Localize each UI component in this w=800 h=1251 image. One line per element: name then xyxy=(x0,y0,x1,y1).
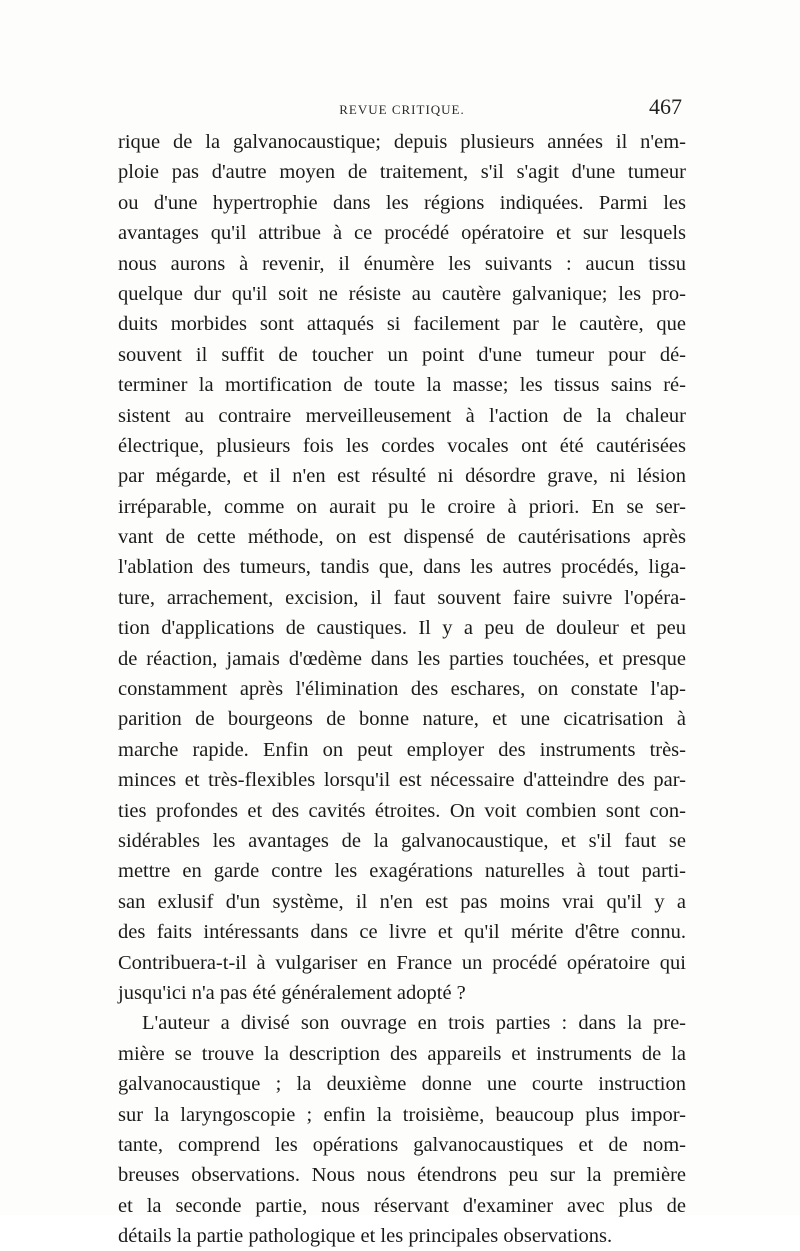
text-line: terminer la mortification de toute la masse; les tissus sains ré- xyxy=(118,374,686,397)
page-number: 467 xyxy=(649,94,682,119)
text-line: breuses observations. Nous nous étendrons peu sur la première xyxy=(118,1164,686,1187)
running-title: REVUE CRITIQUE. xyxy=(339,102,465,117)
text-line: marche rapide. Enfin on peut employer des instruments très- xyxy=(118,738,686,761)
text-line: irréparable, comme on aurait pu le croire à priori. En se ser- xyxy=(118,495,686,518)
text-line: tante, comprend les opérations galvanocaustiques et de nom- xyxy=(118,1133,686,1156)
text-line: ou d'une hypertrophie dans les régions indiquées. Parmi les xyxy=(118,191,686,214)
text-line: électrique, plusieurs fois les cordes vocales ont été cautérisées xyxy=(118,434,686,457)
text-line: minces et très-flexibles lorsqu'il est nécessaire d'atteindre des par- xyxy=(118,769,686,792)
text-line: vant de cette méthode, on est dispensé de cautérisations après xyxy=(118,526,686,549)
text-line: duits morbides sont attaqués si facilement par le cautère, que xyxy=(118,313,686,336)
text-line: l'ablation des tumeurs, tandis que, dans les autres procédés, liga- xyxy=(118,556,686,579)
running-head xyxy=(118,92,686,120)
text-line: des faits intéressants dans ce livre et qu'il mérite d'être connu. xyxy=(118,921,686,944)
text-line: nous aurons à revenir, il énumère les suivants : aucun tissu xyxy=(118,252,686,275)
text-line: jusqu'ici n'a pas été généralement adopté ? xyxy=(118,981,466,1004)
text-line: mière se trouve la description des appareils et instruments de la xyxy=(118,1042,686,1065)
text-line: tion d'applications de caustiques. Il y a peu de douleur et peu xyxy=(118,617,686,640)
text-line: parition de bourgeons de bonne nature, et une cicatrisation à xyxy=(118,708,686,731)
text-line: rique de la galvanocaustique; depuis plusieurs années il n'em- xyxy=(118,131,686,153)
text-line: sidérables les avantages de la galvanocaustique, et s'il faut se xyxy=(118,829,686,852)
text-line: ties profondes et des cavités étroites. On voit combien sont con- xyxy=(118,799,686,822)
text-line: ploie pas d'autre moyen de traitement, s'il s'agit d'une tumeur xyxy=(118,161,686,184)
text-line: de réaction, jamais d'œdème dans les parties touchées, et presque xyxy=(118,647,686,670)
text-line: et la seconde partie, nous réservant d'examiner avec plus de xyxy=(118,1194,686,1217)
text-line: avantages qu'il attribue à ce procédé opératoire et sur lesquels xyxy=(118,222,686,245)
text-line: L'auteur a divisé son ouvrage en trois parties : dans la pre- xyxy=(142,1012,686,1035)
text-line: détails la partie pathologique et les principales observations. xyxy=(118,1225,613,1248)
text-line: quelque dur qu'il soit ne résiste au cautère galvanique; les pro- xyxy=(118,282,686,305)
text-line: sur la laryngoscopie ; enfin la troisième, beaucoup plus impor- xyxy=(118,1103,686,1126)
text-line: san exlusif d'un système, il n'en est pas moins vrai qu'il y a xyxy=(118,890,686,913)
text-line: Contribuera-t-il à vulgariser en France un procédé opératoire qui xyxy=(118,951,686,974)
text-line: mettre en garde contre les exagérations naturelles à tout parti- xyxy=(118,860,686,883)
text-line: ture, arrachement, excision, il faut souvent faire suivre l'opéra- xyxy=(118,586,686,609)
text-line: galvanocaustique ; la deuxième donne une courte instruction xyxy=(118,1073,686,1096)
text-line: par mégarde, et il n'en est résulté ni désordre grave, ni lésion xyxy=(118,465,686,488)
text-line: sistent au contraire merveilleusement à l'action de la chaleur xyxy=(118,404,686,427)
body-text xyxy=(118,127,686,1251)
text-line: souvent il suffit de toucher un point d'une tumeur pour dé- xyxy=(118,343,686,366)
text-line: constamment après l'élimination des eschares, on constate l'ap- xyxy=(118,678,686,701)
